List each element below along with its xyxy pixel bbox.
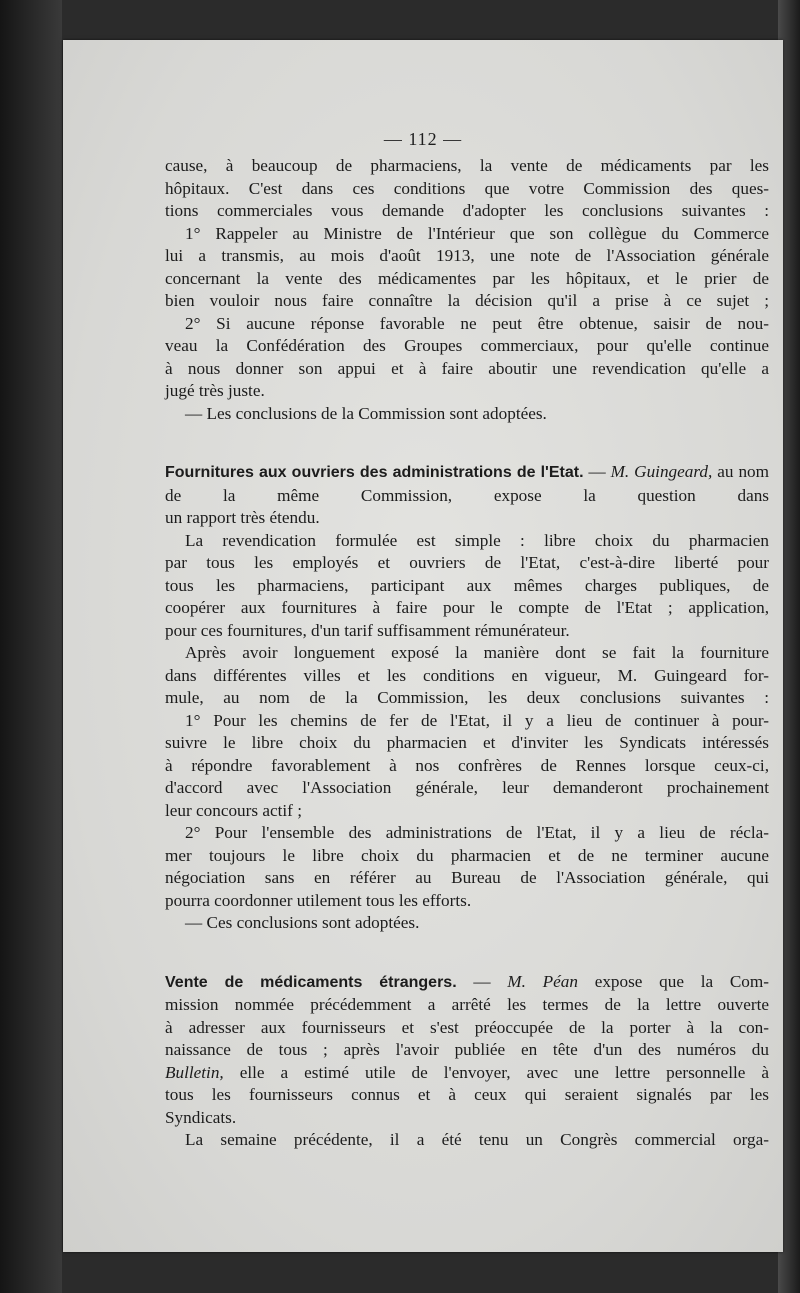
document-page xyxy=(63,40,783,1252)
scan-border-left xyxy=(0,0,62,1293)
text-line: à adresser aux fournisseurs et s'est préoccupée de la porter à la con- xyxy=(165,1017,769,1037)
paragraph xyxy=(165,710,769,823)
text-line: hôpitaux. C'est dans ces conditions que votre Commission des ques- xyxy=(165,178,769,198)
paragraph xyxy=(165,971,769,1130)
text-line: tous les fournisseurs connus et à ceux qui seraient signalés par les xyxy=(165,1085,769,1104)
text-line: naissance de tous ; après l'avoir publiée en tête d'un des numéros du xyxy=(165,1040,769,1059)
text-line: La semaine précédente, il a été tenu un Congrès commercial orga- xyxy=(185,1130,769,1149)
text-line: — Ces conclusions sont adoptées. xyxy=(185,913,420,932)
text-run: elle a estimé utile de l'envoyer, avec une lettre personnelle à xyxy=(223,1062,769,1082)
text-line: négociation sans en référer au Bureau de l'Association générale, qui xyxy=(165,868,769,887)
section-heading: Fournitures aux ouvriers des administrations de l'Etat. xyxy=(165,464,584,481)
text-line: pour ces fournitures, d'un tarif suffisamment rémunérateur. xyxy=(165,620,570,640)
text-line xyxy=(165,1062,769,1085)
text-line: 1° Pour les chemins de fer de l'Etat, il y a lieu de continuer à pour- xyxy=(185,710,769,730)
paragraph xyxy=(165,1129,769,1152)
paragraph xyxy=(165,912,769,935)
text-run: au nom de la même Commission, expose la question dans xyxy=(165,462,769,505)
text-line: cause, à beaucoup de pharmaciens, la vente de médicaments par les xyxy=(165,156,769,175)
dash: — xyxy=(456,971,508,991)
text-line: La revendication formulée est simple : libre choix du pharmacien xyxy=(185,530,769,550)
text-line: — Les conclusions de la Commission sont adoptées. xyxy=(185,403,547,423)
text-line: à répondre favorablement à nos confrères de Rennes lorsque ceux-ci, xyxy=(165,755,769,775)
text-line xyxy=(165,461,769,507)
paragraph xyxy=(165,461,769,530)
text-line: dans différentes villes et les conditions en vigueur, M. Guingeard for- xyxy=(165,665,769,685)
text-line: mule, au nom de la Commission, les deux conclusions suivantes : xyxy=(165,688,769,707)
text-line: concernant la vente des médicamentes par les hôpitaux, et le prier de xyxy=(165,268,769,288)
text-line: mer toujours le libre choix du pharmacien et de ne terminer aucune xyxy=(165,845,769,865)
paragraph xyxy=(165,642,769,710)
person-name: M. Péan xyxy=(507,971,578,991)
text-line: Syndicats. xyxy=(165,1107,237,1127)
text-line: Après avoir longuement exposé la manière dont se fait la fourniture xyxy=(185,643,769,662)
spacer xyxy=(165,425,769,461)
text-line: tous les pharmaciens, participant aux mêmes charges publiques, de xyxy=(165,575,769,595)
text-line: veau la Confédération des Groupes commerciaux, pour qu'elle continue xyxy=(165,336,769,355)
text-line: mission nommée précédemment a arrêté les termes de la lettre ouverte xyxy=(165,995,769,1014)
paragraph xyxy=(165,155,769,223)
text-line: coopérer aux fournitures à faire pour le compte de l'Etat ; application, xyxy=(165,598,769,617)
section-heading: Vente de médicaments étrangers. xyxy=(165,973,457,991)
body-text xyxy=(165,155,769,1152)
paragraph xyxy=(165,313,769,403)
paragraph xyxy=(165,223,769,313)
text-line: 2° Pour l'ensemble des administrations de l'Etat, il y a lieu de récla- xyxy=(185,823,769,842)
text-line: d'accord avec l'Association générale, leur demanderont prochainement xyxy=(165,778,769,797)
text-line: par tous les employés et ouvriers de l'Etat, c'est-à-dire liberté pour xyxy=(165,553,769,572)
text-line: 1° Rappeler au Ministre de l'Intérieur que son collègue du Commerce xyxy=(185,223,769,243)
text-line: tions commerciales vous demande d'adopter les conclusions suivantes : xyxy=(165,201,769,220)
text-line: lui a transmis, au mois d'août 1913, une note de l'Association générale xyxy=(165,246,769,265)
text-line: à nous donner son appui et à faire aboutir une revendication qu'elle a xyxy=(165,358,769,378)
text-line: jugé très juste. xyxy=(165,381,265,400)
spacer xyxy=(165,935,769,971)
text-line: leur concours actif ; xyxy=(165,800,302,820)
text-line: bien vouloir nous faire connaître la décision qu'il a prise à ce sujet ; xyxy=(165,291,769,310)
text-run: expose que la Com- xyxy=(577,971,769,991)
text-line: suivre le libre choix du pharmacien et d'inviter les Syndicats intéressés xyxy=(165,733,769,752)
paragraph xyxy=(165,530,769,643)
text-line xyxy=(165,971,769,995)
paragraph xyxy=(165,403,769,426)
page-number: — 112 — xyxy=(383,129,463,149)
paragraph xyxy=(165,822,769,912)
person-name: M. Guingeard, xyxy=(610,462,713,481)
dash: — xyxy=(583,462,611,481)
text-line: un rapport très étendu. xyxy=(165,508,320,527)
text-line: 2° Si aucune réponse favorable ne peut être obtenue, saisir de nou- xyxy=(185,313,769,333)
publication-title: Bulletin, xyxy=(165,1062,224,1082)
text-line: pourra coordonner utilement tous les efforts. xyxy=(165,890,472,910)
